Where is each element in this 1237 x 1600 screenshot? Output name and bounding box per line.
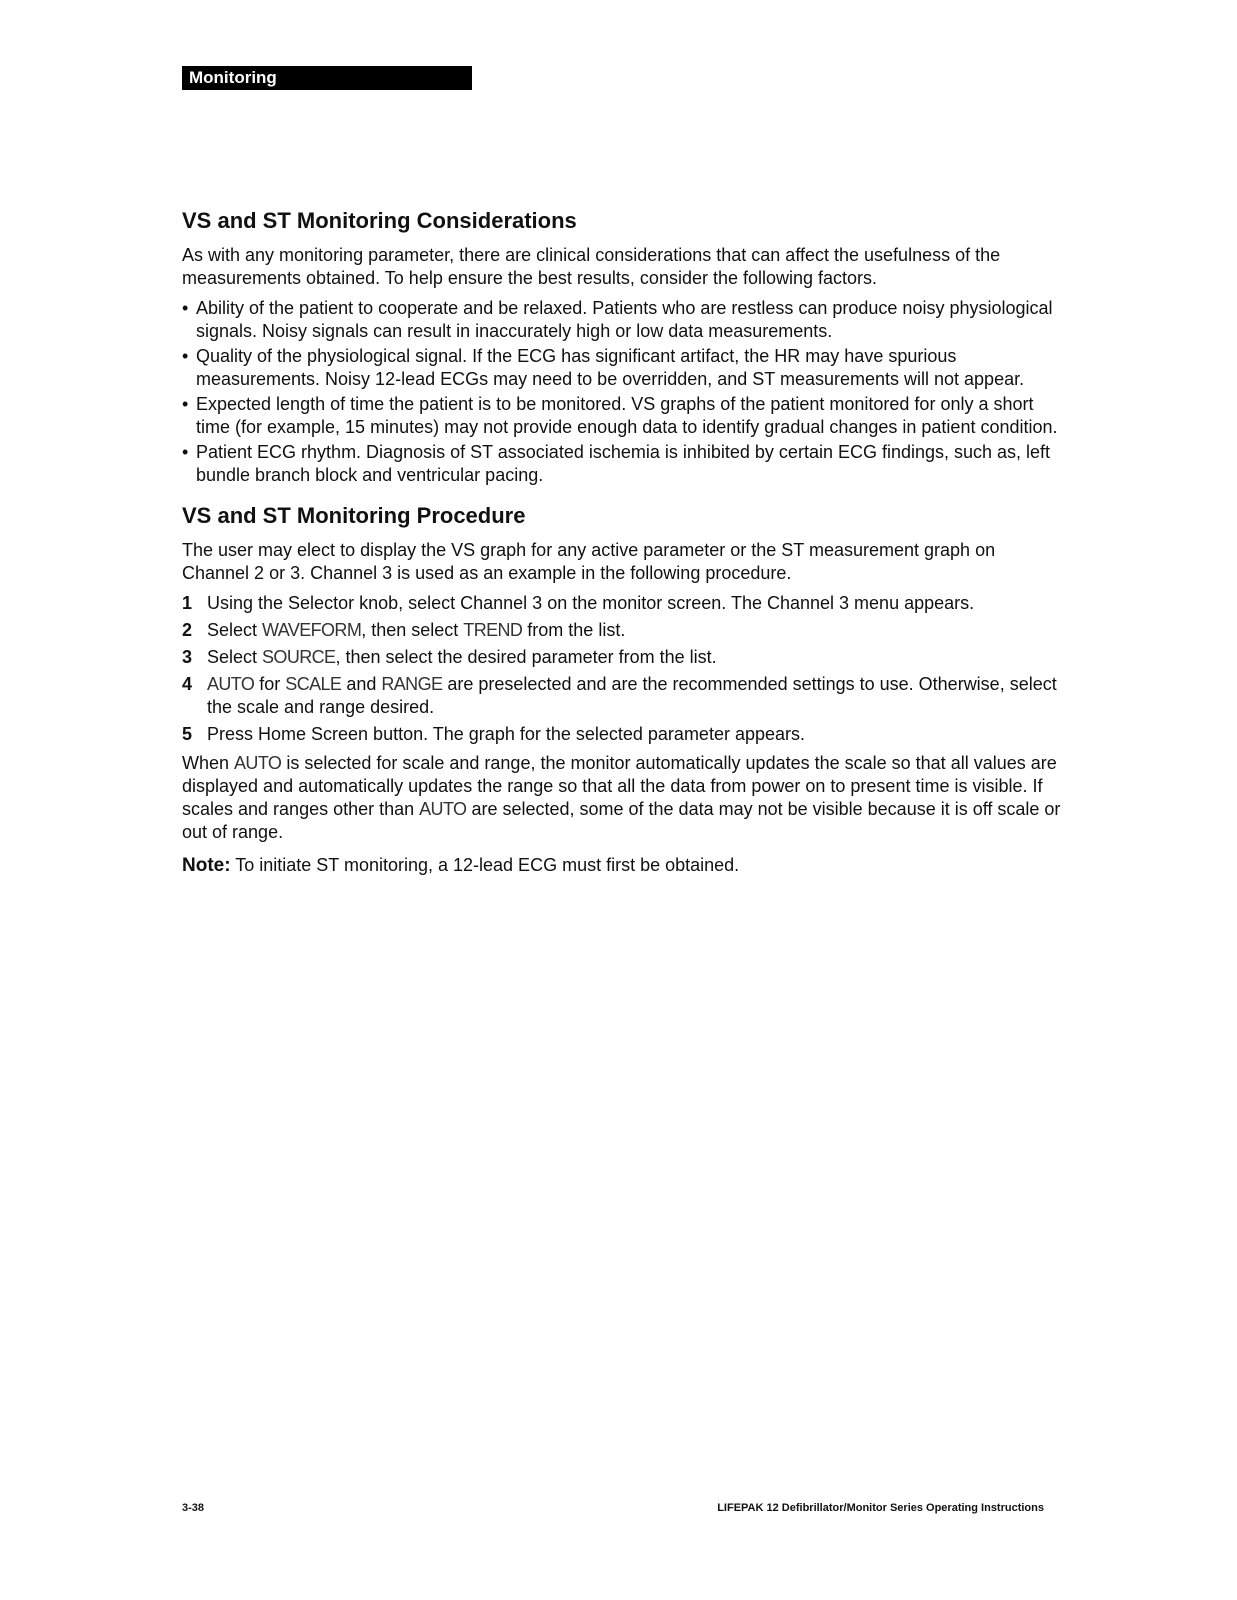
ui-term-auto: AUTO xyxy=(234,753,282,773)
paragraph-text: When xyxy=(182,753,235,773)
note-label: Note: xyxy=(182,855,231,876)
procedure-step-4 xyxy=(182,673,1062,719)
ui-term-trend: TREND xyxy=(463,620,523,640)
step-text: are preselected and are the recommended settings to use. Otherwise, select the scale and range desired. xyxy=(207,674,1057,717)
note-text: To initiate ST monitoring, a 12-lead ECG must first be obtained. xyxy=(230,855,740,875)
procedure-step-5 xyxy=(182,723,1062,746)
considerations-heading: VS and ST Monitoring Considerations xyxy=(182,208,577,233)
procedure-step-3 xyxy=(182,646,1062,669)
list-item: • Ability of the patient to cooperate and be relaxed. Patients who are restless can produce noisy physiological signals. Noisy signals can result in inaccurately high or low data measurements. xyxy=(182,297,1062,343)
step-text: Select xyxy=(207,620,263,640)
procedure-steps xyxy=(182,592,1062,746)
ui-term-auto: AUTO xyxy=(419,799,467,819)
step-text: Press Home Screen button. The graph for the selected parameter appears. xyxy=(207,724,805,744)
step-text: Select xyxy=(207,647,263,667)
step-text: , then select xyxy=(361,620,464,640)
ui-term-range: RANGE xyxy=(381,674,443,694)
step-number: 3 xyxy=(182,647,193,667)
procedure-heading: VS and ST Monitoring Procedure xyxy=(182,503,526,528)
paragraph-text: are selected, some of the data may not be visible because it is off scale or out of range. xyxy=(182,799,1061,842)
step-text: from the list. xyxy=(522,620,626,640)
step-text: for xyxy=(254,674,286,694)
ui-term-scale: SCALE xyxy=(285,674,342,694)
step-number: 5 xyxy=(182,724,193,744)
ui-term-source: SOURCE xyxy=(262,647,336,667)
step-text: Using the Selector knob, select Channel 3 on the monitor screen. The Channel 3 menu appears. xyxy=(207,593,975,613)
manual-title: LIFEPAK 12 Defibrillator/Monitor Series Operating Instructions xyxy=(717,1502,1044,1514)
list-item: • Expected length of time the patient is to be monitored. VS graphs of the patient monitored for only a short time (for example, 15 minutes) may not provide enough data to identify gradual changes in patient condition. xyxy=(182,393,1062,439)
step-text: , then select the desired parameter from the list. xyxy=(335,647,717,667)
list-item: • Patient ECG rhythm. Diagnosis of ST associated ischemia is inhibited by certain ECG findings, such as, left bundle branch block and ventricular pacing. xyxy=(182,441,1062,487)
page-number: 3-38 xyxy=(182,1502,205,1514)
procedure-step-1 xyxy=(182,592,1062,615)
ui-term-waveform: WAVEFORM xyxy=(262,620,362,640)
page-content xyxy=(182,206,1062,884)
step-number: 1 xyxy=(182,593,193,613)
step-number: 4 xyxy=(182,674,193,694)
note xyxy=(182,854,1062,877)
list-item: • Quality of the physiological signal. If the ECG has significant artifact, the HR may have spurious measurements. Noisy 12-lead ECGs may need to be overridden, and ST measurements will not appear. xyxy=(182,345,1062,391)
section-tab: Monitoring xyxy=(182,66,472,90)
procedure-intro: The user may elect to display the VS graph for any active parameter or the ST measurement graph on Channel 2 or 3. Channel 3 is used as an example in the following procedure. xyxy=(182,540,996,583)
paragraph-text: is selected for scale and range, the monitor automatically updates the scale so that all values are displayed and automatically updates the range so that all the data from power on to present time is visible. If scales and ranges other than xyxy=(182,753,1057,819)
procedure-step-2 xyxy=(182,619,1062,642)
auto-explanation xyxy=(182,752,1062,844)
considerations-intro: As with any monitoring parameter, there are clinical considerations that can affect the usefulness of the measurements obtained. To help ensure the best results, consider the following factors. xyxy=(182,245,1001,288)
considerations-list xyxy=(182,297,1062,487)
step-number: 2 xyxy=(182,620,193,640)
ui-term-auto: AUTO xyxy=(207,674,255,694)
step-text: and xyxy=(341,674,382,694)
